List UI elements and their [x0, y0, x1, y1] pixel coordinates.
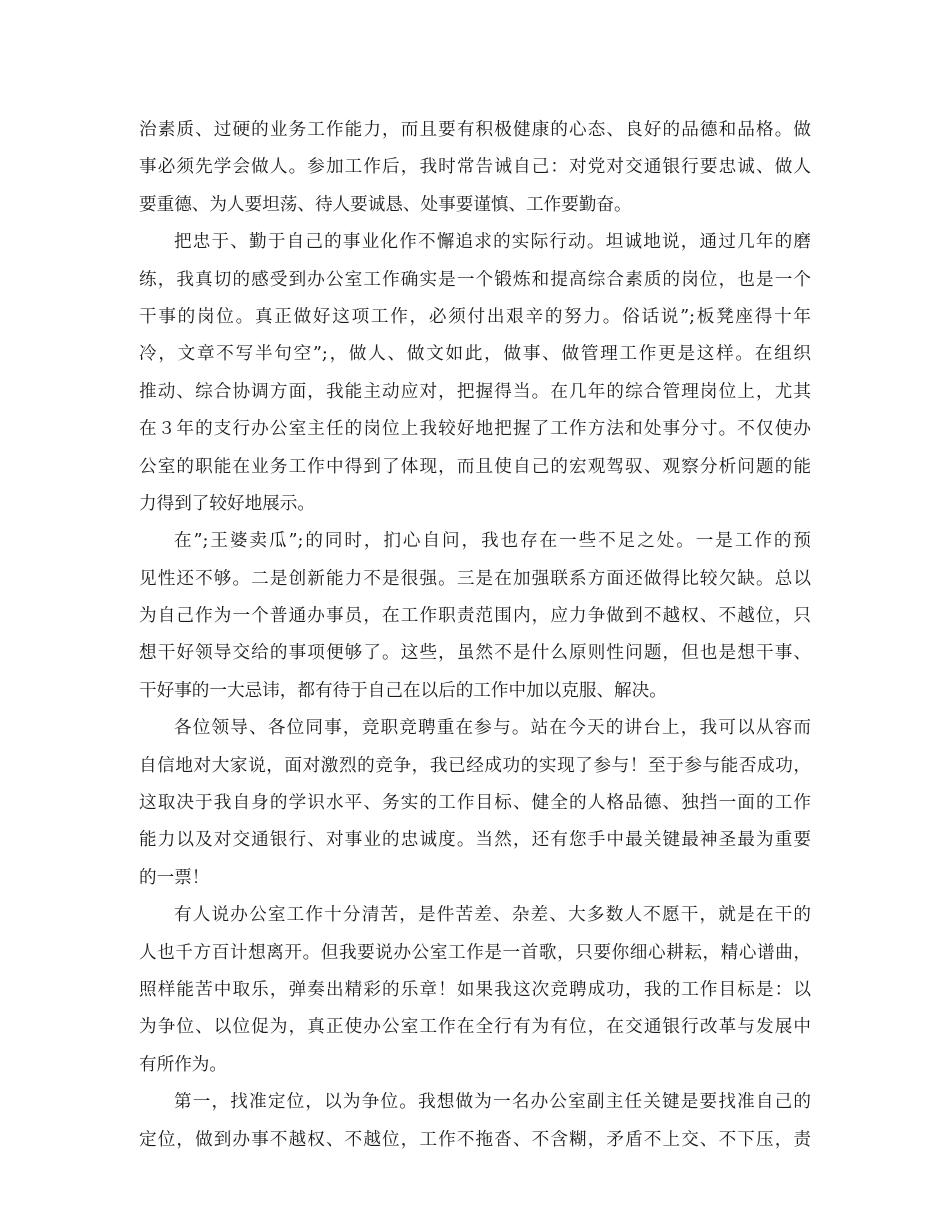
text-line: 想干好领导交给的事项便够了。这些，虽然不是什么原则性问题，但也是想干事、	[139, 643, 811, 664]
document-body	[139, 112, 811, 1159]
text-line: 的一票！	[139, 867, 210, 888]
text-line: 事必须先学会做人。参加工作后，我时常告诫自己：对党对交通银行要忠诚、做人	[139, 157, 811, 178]
paragraph	[139, 710, 811, 897]
paragraph	[139, 224, 811, 523]
text-line: 第一，找准定位，以为争位。我想做为一名办公室副主任关键是要找准自己的	[174, 1092, 811, 1113]
text-line: 各位领导、各位同事，竞职竞聘重在参与。站在今天的讲台上，我可以从容而	[174, 718, 811, 739]
text-line: 有人说办公室工作十分清苦，是件苦差、杂差、大多数人不愿干，就是在干的	[174, 905, 811, 926]
text-line: 干事的岗位。真正做好这项工作，必须付出艰辛的努力。俗话说”;板凳座得十年	[139, 306, 811, 327]
text-line: 冷，文章不写半句空”;，做人、做文如此，做事、做管理工作更是这样。在组织	[139, 344, 811, 365]
text-line: 见性还不够。二是创新能力不是很强。三是在加强联系方面还做得比较欠缺。总以	[139, 568, 811, 589]
text-line: 练，我真切的感受到办公室工作确实是一个锻炼和提高综合素质的岗位，也是一个	[139, 269, 811, 290]
text-line: 在”;王婆卖瓜”;的同时，扪心自问，我也存在一些不足之处。一是工作的预	[174, 531, 811, 552]
text-line: 为自己作为一个普通办事员，在工作职责范围内，应力争做到不越权、不越位，只	[139, 606, 811, 627]
text-line: 力得到了较好地展示。	[139, 493, 315, 514]
text-line: 推动、综合协调方面，我能主动应对，把握得当。在几年的综合管理岗位上，尤其	[139, 381, 811, 402]
paragraph	[139, 897, 811, 1084]
paragraph	[139, 1084, 811, 1159]
text-line: 照样能苦中取乐，弹奏出精彩的乐章！如果我这次竞聘成功，我的工作目标是：以	[139, 979, 811, 1000]
text-line: 这取决于我自身的学识水平、务实的工作目标、健全的人格品德、独挡一面的工作	[139, 793, 811, 814]
paragraph	[139, 112, 811, 224]
paragraph	[139, 523, 811, 710]
text-line: 治素质、过硬的业务工作能力，而且要有积极健康的心态、良好的品德和品格。做	[139, 120, 811, 140]
text-line: 能力以及对交通银行、对事业的忠诚度。当然，还有您手中最关键最神圣最为重要	[139, 830, 811, 851]
text-line: 为争位、以位促为，真正使办公室工作在全行有为有位，在交通银行改革与发展中	[139, 1017, 811, 1038]
text-line: 定位，做到办事不越权、不越位，工作不拖沓、不含糊，矛盾不上交、不下压，责	[139, 1129, 811, 1150]
text-line: 有所作为。	[139, 1054, 227, 1075]
text-line: 公室的职能在业务工作中得到了体现，而且使自己的宏观驾驭、观察分析问题的能	[139, 456, 811, 477]
text-line: 干好事的一大忌讳，都有待于自己在以后的工作中加以克服、解决。	[139, 680, 667, 701]
text-line: 人也千方百计想离开。但我要说办公室工作是一首歌，只要你细心耕耘，精心谱曲，	[139, 942, 811, 963]
text-line: 把忠于、勤于自己的事业化作不懈追求的实际行动。坦诚地说，通过几年的磨	[174, 232, 811, 253]
text-line: 要重德、为人要坦荡、待人要诚恳、处事要谨慎、工作要勤奋。	[139, 194, 632, 215]
text-line: 自信地对大家说，面对激烈的竞争，我已经成功的实现了参与！至于参与能否成功，	[139, 755, 811, 776]
text-line: 在３年的支行办公室主任的岗位上我较好地把握了工作方法和处事分寸。不仅使办	[139, 419, 811, 440]
